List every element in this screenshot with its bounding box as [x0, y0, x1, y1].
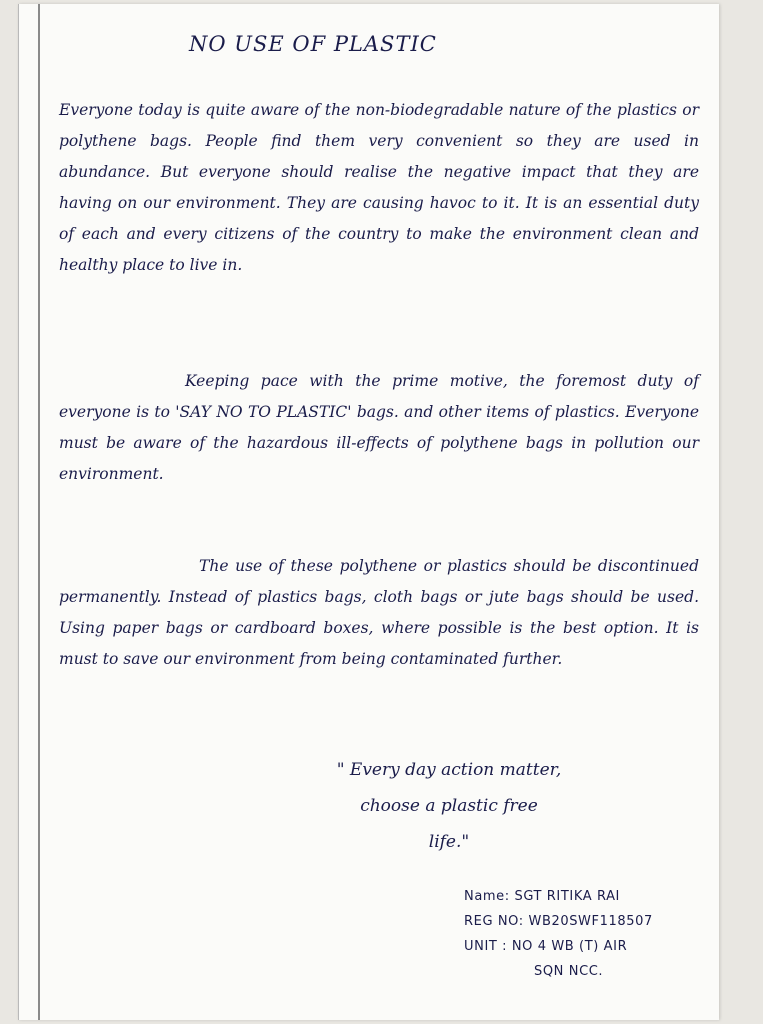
margin-line — [38, 4, 40, 1020]
signature-name: Name: SGT RITIKA RAI — [464, 889, 620, 904]
signature-block — [464, 884, 724, 984]
essay-title: NO USE OF PLASTIC — [189, 32, 437, 56]
quote-line-2: choose a plastic free — [360, 796, 538, 816]
quote-line-1: " Every day action matter, — [336, 760, 562, 780]
paragraph-1: Everyone today is quite aware of the non-biodegradable nature of the plastics or polythene bags. People find them very convenient so they are used in abundance. But everyone should realise the negative impact that they are having on our environment. They are causing havoc to it. It is an essential duty of each and every citizens of the country to make the environment clean and healthy place to live in. — [59, 101, 699, 274]
closing-quote — [259, 752, 639, 860]
paragraph-2: Keeping pace with the prime motive, the foremost duty of everyone is to 'SAY NO TO PLASTIC' bags. and other items of plastics. Everyone must be aware of the hazardous ill-effects of polythene bags in pollution our environment. — [59, 372, 699, 483]
signature-unit-line-2: SQN NCC. — [534, 964, 604, 979]
quote-line-3: life." — [428, 832, 470, 852]
signature-reg-no: REG NO: WB20SWF118507 — [464, 914, 653, 929]
notebook-page — [18, 4, 719, 1020]
paragraph-3: The use of these polythene or plastics should be discontinued permanently. Instead of plastics bags, cloth bags or jute bags should be used. Using paper bags or cardboard boxes, where possible is the best option. It is must to save our environment from being contaminated further. — [59, 557, 699, 668]
signature-unit: UNIT : NO 4 WB (T) AIR — [464, 939, 628, 954]
